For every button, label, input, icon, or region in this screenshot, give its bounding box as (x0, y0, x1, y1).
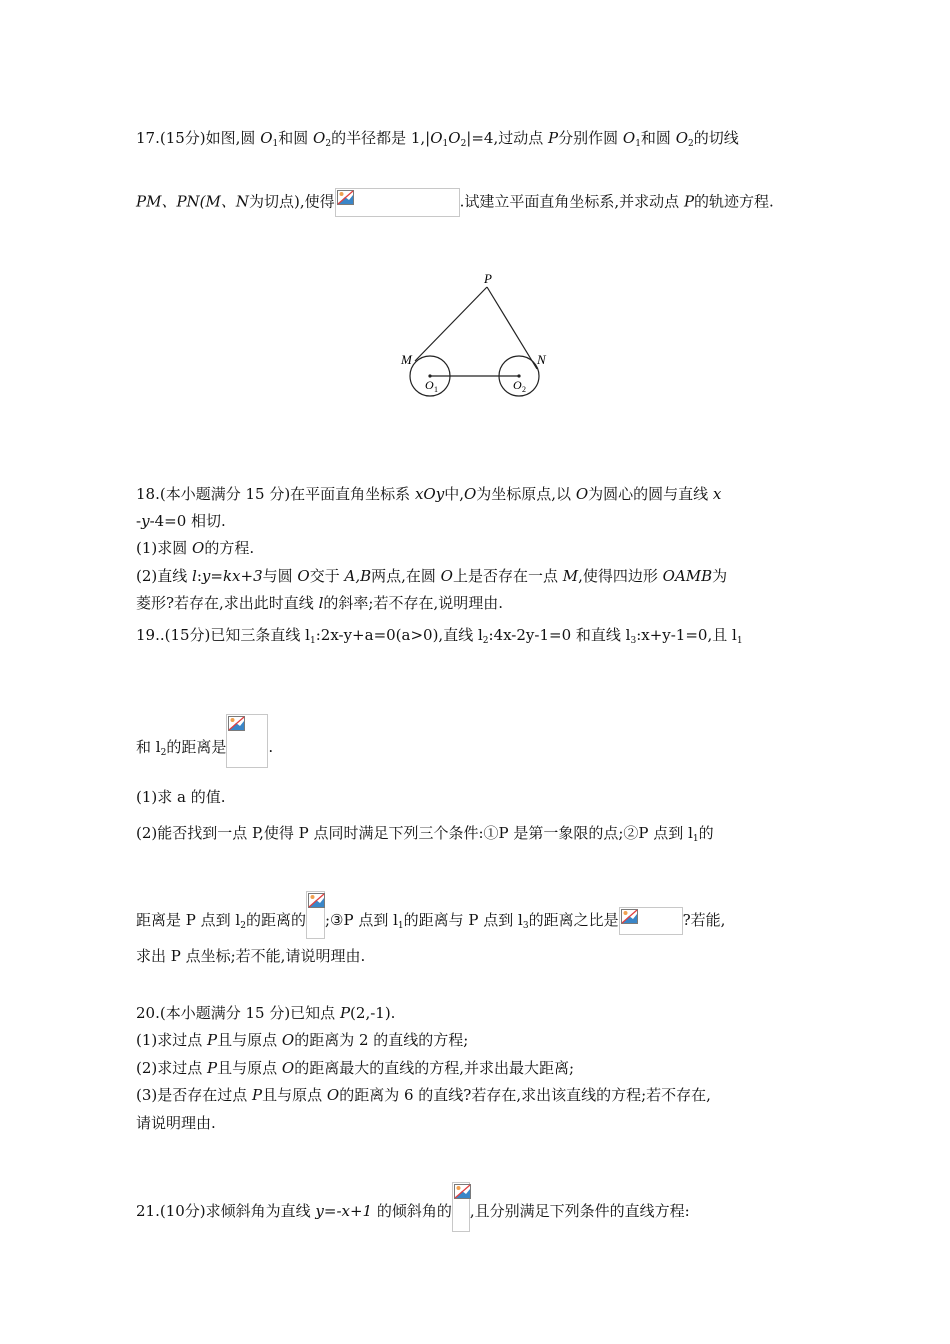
formula-image-icon (306, 891, 325, 939)
label-n: N (537, 352, 546, 367)
q19-line-3: (1)求 a 的值. (136, 788, 226, 806)
q17-line-1: 17.(15分)如图,圆 $O_1$和圆 $O_2$的半径都是 $1,|O_1O_2|=4$,过动点 P分别作圆 $O_1$和圆 $O_2$的切线 (136, 129, 739, 149)
label-m: M (401, 352, 412, 367)
q21-line-1: 21.(10分)求倾斜角为直线 y=-x+1 的倾斜角的 ,且分别满足下列条件的直线方程: (136, 1182, 690, 1232)
q20-line-2: (1)求过点 P且与原点 O的距离为 2 的直线的方程; (136, 1031, 469, 1049)
label-o1: O (425, 378, 434, 392)
formula-image-icon (226, 714, 268, 768)
q20-line-3: (2)求过点 P且与原点 O的距离最大的直线的方程,并求出最大距离; (136, 1059, 575, 1077)
label-o1-sub: 1 (434, 385, 438, 394)
q20-line-1: 20.(本小题满分 15 分)已知点 P(2,-1). (136, 1004, 396, 1022)
q18-line-1: 18.(本小题满分 15 分)在平面直角坐标系 xOy中,O为坐标原点,以 O为圆心的圆与直线 x (136, 485, 722, 503)
q19-line-6: 求出 P 点坐标;若不能,请说明理由. (136, 947, 366, 965)
tangent-pm (415, 287, 487, 361)
q20-line-5: 请说明理由. (136, 1114, 216, 1132)
label-o2-sub: 2 (522, 385, 526, 394)
q18-line-4: (2)直线 l:y=kx+3与圆 O交于 A,B两点,在圆 O上是否存在一点 M,使得四边形 OAMB为 (136, 567, 728, 585)
q20-line-4: (3)是否存在过点 P且与原点 O的距离为 6 的直线?若存在,求出该直线的方程;若不存在, (136, 1086, 711, 1104)
formula-image-icon (452, 1182, 470, 1232)
label-o2: O (513, 378, 522, 392)
two-circles-tangent-diagram (395, 265, 555, 405)
q17-line-2: PM、PN(M、N为切点),使得 .试建立平面直角坐标系,并求动点 P的轨迹方程. (136, 188, 774, 217)
q18-line-2: -y-4=0 相切. (136, 512, 226, 530)
q19-line-4: (2)能否找到一点 P,使得 P 点同时满足下列三个条件:①P 是第一象限的点;②P 点到 $l_1$的 (136, 824, 714, 844)
q19-line-2: 和 $l_2$的距离是 . (136, 714, 273, 768)
q19-line-5: 距离是 P 点到 $l_2$的距离的 ;③P 点到 $l_1$的距离与 P 点到 $l_3$的距离之比是 ?若能, (136, 891, 725, 939)
q18-line-5: 菱形?若存在,求出此时直线 l的斜率;若不存在,说明理由. (136, 594, 503, 612)
formula-image-icon (335, 188, 460, 217)
formula-image-icon (619, 907, 683, 935)
label-p: P (484, 271, 492, 286)
q18-line-3: (1)求圆 O的方程. (136, 539, 255, 557)
q19-line-1: 19..(15分)已知三条直线 $l_1:2x-y+a=0(a>0)$,直线 $l_2:4x-2y-1=0$ 和直线 $l_3:x+y-1=0$,且 $l_1$ (136, 626, 743, 646)
